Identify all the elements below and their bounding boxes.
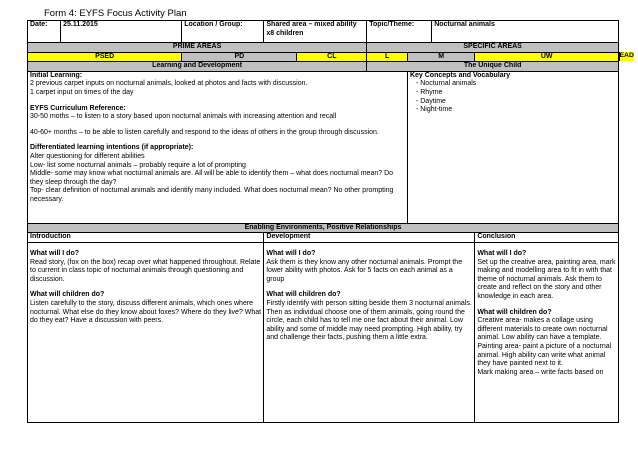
intentions-line: Top- clear definition of nocturnal animals and identify many included. What does nocturnal mean? No other prompting necessary. xyxy=(30,187,394,203)
conclusion-cell xyxy=(475,242,619,422)
section-bodies-row xyxy=(28,242,619,422)
area-uw: UW xyxy=(475,52,619,62)
learning-development-label: Learning and Development xyxy=(28,62,367,72)
concl-a2: Creative area- makes a collage using different materials to create own nocturnal animal. Low ability can have a template. xyxy=(477,317,608,342)
eyfs-heading: EYFS Curriculum Reference: xyxy=(30,104,126,112)
dev-q1: What will I do? xyxy=(266,249,316,257)
specific-areas-label: SPECIFIC AREAS xyxy=(367,43,619,53)
concl-a1: Set up the creative area, painting area, mark making and modelling area to fit in with that theme of nocturnal animals. Ask them to create and reflect on the story and other knowledge in each area. xyxy=(477,258,616,300)
area-pd: PD xyxy=(182,52,297,62)
area-psed: PSED xyxy=(28,52,182,62)
concl-a4: Mark making area – write facts based on xyxy=(477,368,604,376)
enabling-environments-label: Enabling Environments, Positive Relationships xyxy=(28,223,619,233)
eyfs-line: 40-60+ months – to be able to listen carefully and respond to the ideas of others in the group through discussion. xyxy=(30,128,379,136)
area-m: M xyxy=(407,52,474,62)
initial-learning-cell xyxy=(28,71,408,223)
header-row xyxy=(28,21,619,43)
initial-learning-line: 1 carpet input on times of the day xyxy=(30,88,134,96)
area-cl: CL xyxy=(297,52,367,62)
introduction-cell xyxy=(28,242,264,422)
key-concepts-cell xyxy=(407,71,618,223)
form-title: Form 4: EYFS Focus Activity Plan xyxy=(44,8,187,19)
initial-learning-heading: Initial Learning: xyxy=(30,71,83,79)
intro-a1: Read story, (fox on the box) recap over what happened throughout. Relate to current in class topic of nocturnal animals through questioning and discussion. xyxy=(30,258,261,283)
intro-q1: What will I do? xyxy=(30,249,79,257)
areas-items-row xyxy=(28,52,619,62)
intentions-line: Alter questioning for different abilities xyxy=(30,152,145,160)
date-label: Date: xyxy=(28,21,61,43)
intentions-line: Low- list some nocturnal animals – probably require a lot of prompting xyxy=(30,161,246,169)
area-l: L xyxy=(367,52,408,62)
section-titles-row xyxy=(28,233,619,243)
introduction-title: Introduction xyxy=(28,233,264,243)
location-label: Location / Group: xyxy=(182,21,264,43)
unique-child-label: The Unique Child xyxy=(367,62,619,72)
development-cell xyxy=(264,242,475,422)
learning-row xyxy=(28,62,619,72)
intro-q2: What will children do? xyxy=(30,291,105,299)
dev-q2: What will children do? xyxy=(266,291,341,299)
prime-areas-label: PRIME AREAS xyxy=(28,43,367,53)
topic-label: Topic/Theme: xyxy=(367,21,432,43)
concl-q2: What will children do? xyxy=(477,308,552,316)
intentions-line: Middle- some may know what nocturnal animals are. All will be able to identify them – what does nocturnal mean? Do they sleep through the day? xyxy=(30,170,394,186)
development-title: Development xyxy=(264,233,475,243)
location-value: Shared area – mixed ability x8 children xyxy=(264,21,367,43)
date-value: 25.11.2015 xyxy=(61,21,182,43)
key-concepts-heading: Key Concepts and Vocabulary xyxy=(409,71,511,79)
key-concepts-list xyxy=(410,80,616,114)
intro-a2: Listen carefully to the story, discuss different animals, which ones where nocturnal. What else do they know about foxes? Where do they live? What do they eat? Have a discussion with peers. xyxy=(30,299,262,325)
concl-a3: Painting area- paint a picture of a nocturnal animal. High ability can write what animal they have painted next to it. xyxy=(477,342,612,368)
concl-q1: What will I do? xyxy=(477,249,527,257)
key-concept-item: - Nocturnal animals xyxy=(410,80,616,89)
eyfs-line: 30-50 moths – to listen to a story based upon nocturnal animals with increasing attention and recall xyxy=(30,113,337,121)
initial-learning-row xyxy=(28,71,619,223)
area-ead: EAD xyxy=(619,52,634,60)
initial-learning-line: 2 previous carpet inputs on nocturnal animals, looked at photos and facts with discussion. xyxy=(30,80,308,88)
activity-plan-table xyxy=(27,20,619,423)
dev-a1: Ask them is they know any other nocturnal animals. Prompt the lower ability with photos. Ask for 5 facts on each animal as a group xyxy=(266,258,463,283)
dev-a2: Firstly identify with person sitting beside them 3 nocturnal animals. Then as individual choose one of them animals, going round the circle, each child has to tell me one fact about their animal. Low ability and some of middle may need prompting. High ability, try and challenge their facts, pushing them a little extra. xyxy=(266,299,472,342)
key-concept-item: - Rhyme xyxy=(410,89,616,98)
enabling-row xyxy=(28,223,619,233)
key-concept-item: - Night-time xyxy=(410,106,616,115)
intentions-heading: Differentiated learning intentions (if appropriate): xyxy=(30,144,194,152)
key-concept-item: - Daytime xyxy=(410,98,616,107)
areas-header-row xyxy=(28,43,619,53)
topic-value: Nocturnal animals xyxy=(432,21,619,43)
conclusion-title: Conclusion xyxy=(475,233,619,243)
